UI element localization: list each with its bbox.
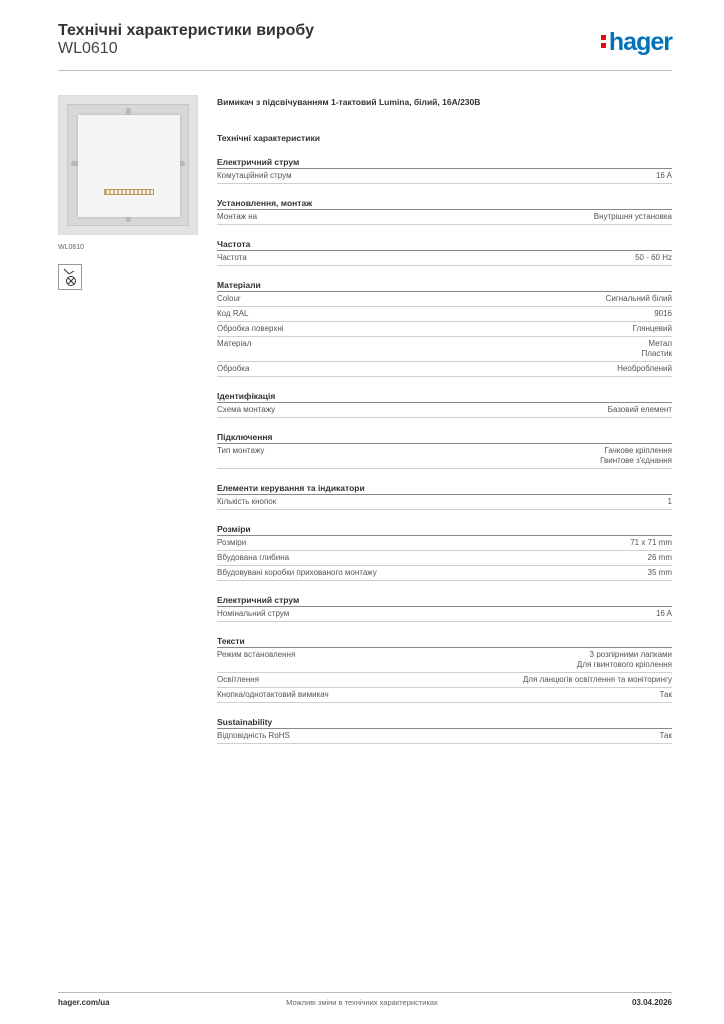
spec-row [217,688,672,703]
spec-row [217,495,672,510]
spec-value: Так [659,690,672,699]
spec-section [217,266,672,377]
spec-value: Для ланцюгів освітлення та моніторингу [522,675,672,684]
spec-value: Базовий елемент [607,405,672,414]
spec-row [217,307,672,322]
spec-value: 26 mm [647,553,672,562]
spec-row [217,607,672,622]
footer-date: 03.04.2026 [631,998,672,1007]
spec-label: Кількість кнопок [217,497,277,506]
lamp-symbol-icon [58,264,82,290]
spec-label: Відповідність RoHS [217,731,290,740]
spec-label: Кнопка/однотактовий вимикач [217,690,329,699]
spec-section [217,156,672,184]
footer-divider [58,992,672,993]
spec-row [217,536,672,551]
spec-row [217,210,672,225]
spec-label: Обробка поверхні [217,324,284,333]
spec-section [217,469,672,510]
spec-row [217,251,672,266]
section-title: Розміри [217,510,672,536]
spec-value: 16 A [655,609,672,618]
section-title: Елементи керування та індикатори [217,469,672,495]
spec-value: 1 [667,497,672,506]
footer-website[interactable]: hager.com/ua [58,998,110,1007]
spec-section [217,418,672,469]
spec-row [217,322,672,337]
spec-value: 9016 [654,309,672,318]
spec-value: Сигнальний білий [605,294,672,303]
spec-label: Матеріал [217,339,252,348]
spec-row [217,169,672,184]
hager-logo: hager [601,28,672,57]
spec-value: Так [659,731,672,740]
spec-label: Тип монтажу [217,446,265,455]
spec-section [217,622,672,703]
footer-notice: Можливі зміни в технічних характеристиках [286,998,438,1007]
section-title: Підключення [217,418,672,444]
section-title: Тексти [217,622,672,648]
spec-row [217,403,672,418]
spec-label: Комутаційний струм [217,171,292,180]
spec-label: Вбудовувані коробки прихованого монтажу [217,568,377,577]
spec-label: Colour [217,294,241,303]
section-title: Частота [217,225,672,251]
section-title: Sustainability [217,703,672,729]
spec-label: Режим встановлення [217,650,296,659]
spec-label: Номінальний струм [217,609,290,618]
spec-label: Код RAL [217,309,249,318]
spec-row [217,362,672,377]
spec-value: 50 - 60 Hz [635,253,672,262]
spec-row [217,292,672,307]
spec-section [217,184,672,225]
spec-value: Метал Пластик [641,339,672,358]
spec-heading: Технічні характеристики [217,133,320,143]
spec-value: 16 A [655,171,672,180]
product-image [58,95,198,235]
spec-value: 35 mm [647,568,672,577]
page-title: Технічні характеристики виробу [58,22,314,39]
spec-row [217,444,672,469]
spec-label: Освітлення [217,675,260,684]
product-code: WL0610 [58,40,118,57]
spec-value: Необроблений [617,364,672,373]
spec-value: 71 x 71 mm [630,538,672,547]
spec-value: З розпірними лапками Для гвинтового кріплення [576,650,672,669]
spec-row [217,729,672,744]
spec-label: Схема монтажу [217,405,276,414]
spec-section [217,703,672,744]
spec-section [217,510,672,581]
spec-sections [217,156,672,744]
spec-value: Гачкове кріплення Гвинтове з'єднання [600,446,672,465]
section-title: Матеріали [217,266,672,292]
spec-label: Частота [217,253,247,262]
spec-row [217,648,672,673]
section-title: Електричний струм [217,156,672,169]
spec-section [217,581,672,622]
spec-row [217,337,672,362]
led-indicator [104,189,154,195]
section-title: Електричний струм [217,581,672,607]
spec-label: Вбудована глибина [217,553,290,562]
spec-label: Монтаж на [217,212,258,221]
section-title: Ідентифікація [217,377,672,403]
spec-section [217,225,672,266]
spec-value: Внутрішня установка [593,212,672,221]
spec-section [217,377,672,418]
spec-label: Обробка [217,364,250,373]
spec-value: Глянцевий [632,324,672,333]
spec-row [217,551,672,566]
spec-label: Розміри [217,538,247,547]
header-divider [58,70,672,71]
spec-content [217,95,672,744]
spec-row [217,673,672,688]
section-title: Установлення, монтаж [217,184,672,210]
product-title: Вимикач з підсвічуванням 1-тактовий Lumina, білий, 16А/230В [217,97,481,107]
spec-row [217,566,672,581]
image-caption: WL0610 [58,244,85,251]
